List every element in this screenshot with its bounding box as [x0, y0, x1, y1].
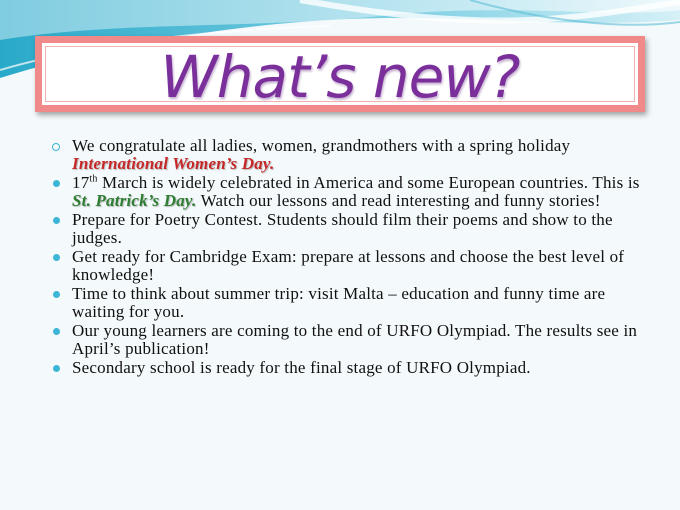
item-text: Time to think about summer trip: visit Malta – education and funny time are waiting for you.: [72, 284, 606, 321]
item-text: Prepare for Poetry Contest. Students should film their poems and show to the judges.: [72, 210, 613, 247]
bullet-dot-icon: [53, 180, 60, 187]
bullet-dot-icon: [53, 291, 60, 298]
list-item: [48, 322, 648, 358]
bullet-dot-icon: [53, 254, 60, 261]
date-suffix: th: [89, 173, 98, 185]
womens-day-highlight: International Women’s Day.: [72, 154, 275, 173]
st-patricks-highlight: St. Patrick’s Day.: [72, 191, 197, 210]
item-text: March is widely celebrated in America and some European countries. This is: [97, 173, 640, 192]
bullet-dot-icon: [53, 217, 60, 224]
list-item: [48, 248, 648, 284]
date-number: 17: [72, 173, 90, 192]
item-text: Get ready for Cambridge Exam: prepare at lessons and choose the best level of knowledge!: [72, 247, 625, 284]
item-text: Secondary school is ready for the final stage of URFO Olympiad.: [72, 358, 531, 377]
list-item: [48, 211, 648, 247]
bullet-dot-icon: [53, 328, 60, 335]
item-text: Our young learners are coming to the end of URFO Olympiad. The results see in April’s publication!: [72, 321, 638, 358]
list-item: [48, 285, 648, 321]
list-item: [48, 174, 648, 210]
list-item: [48, 137, 648, 173]
page-title: What’s new?: [160, 43, 520, 111]
bullet-dot-icon: [53, 365, 60, 372]
bullet-ring-icon: [52, 143, 60, 151]
item-text: Watch our lessons and read interesting and funny stories!: [196, 191, 601, 210]
item-text: We congratulate all ladies, women, grandmothers with a spring holiday: [72, 136, 571, 155]
title-frame: [35, 36, 645, 112]
list-item: [48, 359, 648, 377]
news-list: [48, 137, 648, 378]
